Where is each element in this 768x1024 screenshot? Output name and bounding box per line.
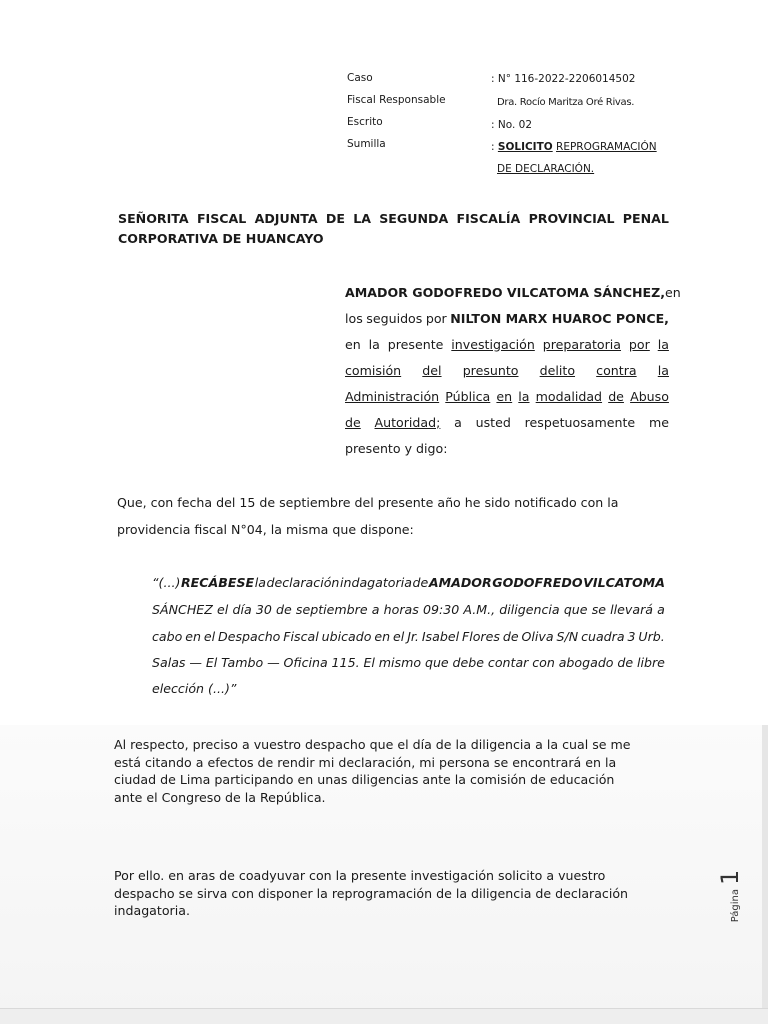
word: Pública	[445, 388, 491, 404]
word: llevará	[610, 601, 653, 617]
word: de	[608, 388, 624, 404]
word: LA	[353, 210, 371, 226]
word: a	[371, 601, 380, 617]
word: RECÁBESE	[180, 574, 255, 590]
paragraph-1-line-1: Que, con fecha del 15 de septiembre del presente año he sido notificado con la	[117, 495, 619, 510]
word: Autoridad;	[374, 414, 441, 430]
word: de	[276, 601, 292, 617]
paragraph-1-line-2: providencia fiscal N°04, la misma que dispone:	[117, 522, 414, 537]
word: debe	[452, 654, 485, 670]
word: de	[412, 574, 429, 590]
word: investigación	[451, 336, 535, 352]
word: AMADOR	[428, 574, 492, 590]
word: presente	[387, 336, 444, 352]
word: Oliva	[521, 628, 554, 644]
word: declaración	[266, 574, 340, 590]
word: FISCAL	[196, 210, 247, 226]
sumilla-reprogramacion: REPROGRAMACIÓN	[556, 141, 657, 153]
word: Despacho	[218, 628, 281, 644]
word: cabo	[152, 628, 183, 644]
word: presunto	[462, 362, 519, 378]
word: de	[617, 654, 634, 670]
scan-bottom-edge	[0, 1008, 768, 1024]
word: —	[189, 654, 202, 670]
word: la	[518, 388, 530, 404]
word: SÁNCHEZ	[152, 601, 213, 617]
word: Fiscal	[283, 628, 319, 644]
word: 3	[627, 628, 636, 644]
caso-label: Caso	[347, 72, 373, 84]
word: VILCATOMA	[583, 574, 665, 590]
word: libre	[636, 654, 665, 670]
quote-line-3	[152, 625, 665, 647]
word: PROVINCIAL	[528, 210, 615, 226]
page-number-mark	[690, 856, 768, 936]
word: me	[648, 414, 669, 430]
word: Isabel	[421, 628, 460, 644]
intro-line-2	[345, 305, 669, 331]
word: en	[345, 336, 361, 352]
word: Oficina	[283, 654, 328, 670]
word: El	[205, 654, 218, 670]
sumilla-value-line2: DE DECLARACIÓN.	[497, 163, 595, 175]
word: horas	[383, 601, 419, 617]
word: —	[267, 654, 280, 670]
word: la	[254, 574, 266, 590]
paragraph-3: Por ello. en aras de coadyuvar con la presente investigación solicito a vuestro despacho se sirva con disponer la reprogramación de la diligencia de declaración indagatoria.	[114, 868, 629, 918]
quote-line-5: elección (...)”	[152, 680, 237, 696]
word: se	[591, 601, 607, 617]
word: Jr.	[407, 628, 419, 644]
word: respetuosamente	[524, 414, 636, 430]
word: PENAL	[622, 210, 669, 226]
fiscal-value: Dra. Rocío Maritza Oré Rivas.	[497, 97, 635, 108]
word: NILTON MARX HUAROC PONCE,	[450, 310, 669, 326]
word: por	[425, 310, 447, 326]
word: usted	[475, 414, 511, 430]
word: que	[424, 654, 449, 670]
word: preparatoria	[542, 336, 622, 352]
word: modalidad	[535, 388, 603, 404]
word: a	[454, 414, 462, 430]
intro-line-3	[345, 331, 669, 357]
intro-line-5	[345, 383, 669, 409]
word: en	[374, 628, 391, 644]
word: Administración	[345, 388, 440, 404]
addressee-line-2: CORPORATIVA DE HUANCAYO	[118, 231, 324, 246]
word: la	[657, 336, 669, 352]
word: Urb.	[638, 628, 665, 644]
word: seguidos	[366, 310, 423, 326]
word: “(...)	[152, 574, 181, 590]
word: Tambo	[221, 654, 264, 670]
word: por	[628, 336, 650, 352]
intro-line-1: AMADOR GODOFREDO VILCATOMA SÁNCHEZ, en	[345, 284, 681, 300]
word: 30	[255, 601, 272, 617]
word: ubicado	[321, 628, 372, 644]
quote-line-4	[152, 651, 665, 673]
addressee-line-1	[118, 206, 669, 230]
escrito-label: Escrito	[347, 116, 383, 128]
word: en	[185, 628, 201, 644]
word: la	[368, 336, 380, 352]
intro-line-6	[345, 409, 669, 435]
word: a	[657, 601, 665, 617]
word: que	[563, 601, 588, 617]
fiscal-label: Fiscal Responsable	[347, 94, 446, 106]
page-number: 1	[716, 869, 744, 885]
word: de	[502, 628, 519, 644]
caso-value: : N° 116-2022-2206014502	[491, 73, 636, 85]
word: con	[532, 654, 555, 670]
word: S/N	[556, 628, 579, 644]
word: ADJUNTA	[254, 210, 318, 226]
word: abogado	[558, 654, 614, 670]
word: El	[363, 654, 375, 670]
word: de	[345, 414, 361, 430]
word: delito	[539, 362, 576, 378]
word: indagatoria	[339, 574, 412, 590]
page-word: Página	[730, 888, 741, 923]
word: contra	[596, 362, 637, 378]
sumilla-value-line1: : SOLICITO REPROGRAMACIÓN	[491, 141, 657, 153]
word: GODOFREDO	[492, 574, 583, 590]
word: septiembre	[295, 601, 368, 617]
word: el	[203, 628, 216, 644]
escrito-value: : No. 02	[491, 119, 533, 131]
word: día	[232, 601, 252, 617]
word: contar	[487, 654, 529, 670]
intro-line-4	[345, 357, 669, 383]
quote-line-1	[152, 571, 665, 593]
word: 115.	[331, 654, 360, 670]
paragraph-2: Al respecto, preciso a vuestro despacho que el día de la diligencia a la cual se me está citando a efectos de rendir mi declaración, mi persona se encontrará en la ciudad de Lima participando en unas diligencias ante la comisión de educación ante el Congreso de la República.	[114, 737, 631, 805]
word: Salas	[152, 654, 186, 670]
intro-line-7: presento y digo:	[345, 440, 448, 456]
word: comisión	[345, 362, 402, 378]
word: Abuso	[630, 388, 669, 404]
word: Flores	[461, 628, 500, 644]
word: DE	[325, 210, 345, 226]
word: mismo	[378, 654, 422, 670]
intro-block	[345, 279, 681, 461]
sumilla-label: Sumilla	[347, 138, 386, 150]
word: los	[345, 310, 363, 326]
word: 09:30	[422, 601, 460, 617]
word: cuadra	[581, 628, 625, 644]
word: FISCALÍA	[456, 210, 521, 226]
quote-line-2	[152, 598, 665, 620]
word: SEÑORITA	[118, 210, 189, 226]
word: en	[496, 388, 513, 404]
word: SEGUNDA	[379, 210, 449, 226]
sumilla-solicito: SOLICITO	[497, 141, 553, 153]
word: la	[657, 362, 669, 378]
word: del	[422, 362, 442, 378]
word: diligencia	[499, 601, 560, 617]
word: A.M.,	[463, 601, 496, 617]
word: el	[217, 601, 229, 617]
word: el	[393, 628, 405, 644]
